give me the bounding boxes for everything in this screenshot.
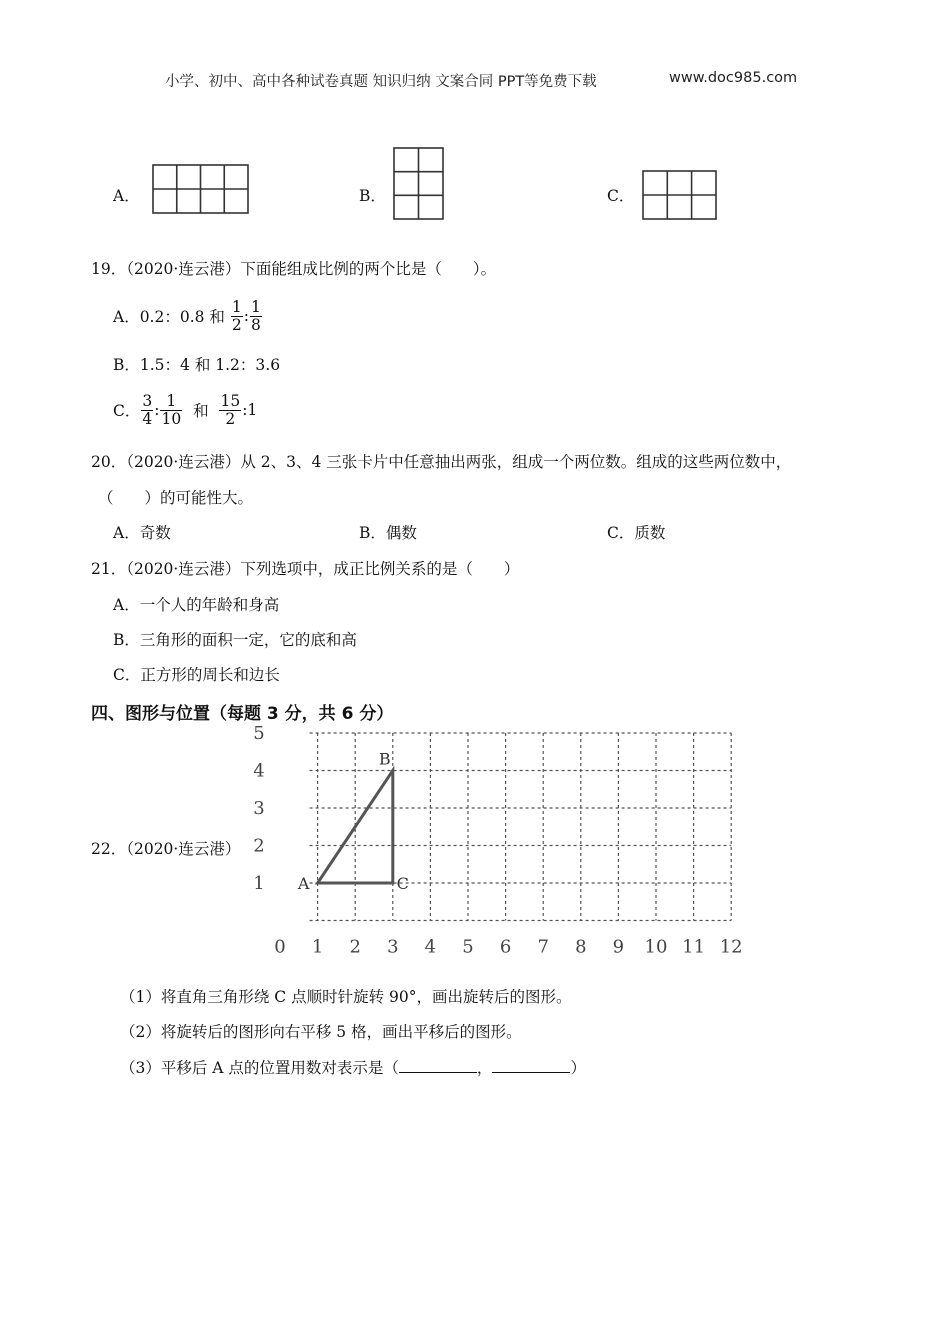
q22-label: 22．（2020·连云港）	[91, 840, 241, 858]
q21-option-c: C．正方形的周长和边长	[113, 666, 280, 684]
q22-sub-3-sep: ，	[476, 1059, 493, 1077]
x-tick-label: 6	[499, 936, 512, 958]
q20-option-b: B．偶数	[359, 524, 417, 542]
q19-c-tail: 1	[247, 401, 258, 419]
header-url[interactable]: www.doc985.com	[669, 70, 798, 86]
point-label-c: C	[396, 874, 409, 893]
q19-stem: 19．（2020·连云港）下面能组成比例的两个比是（ ）。	[91, 260, 497, 278]
x-tick-label: 7	[537, 936, 549, 958]
q19-a-f1-num: 1	[231, 298, 242, 317]
q21-option-a: A．一个人的年龄和身高	[113, 596, 280, 614]
q19-c-colon-1: :	[154, 401, 160, 419]
point-label-a: A	[297, 874, 310, 893]
q22-sub-3-suffix: ）	[570, 1059, 586, 1077]
y-tick-label: 4	[253, 760, 265, 782]
x-tick-label: 12	[719, 936, 743, 958]
q18-option-a-figure	[152, 164, 250, 216]
q20-option-a: A．奇数	[113, 524, 171, 542]
q22-sub-1: （1）将直角三角形绕 C 点顺时针旋转 90°，画出旋转后的图形。	[120, 988, 572, 1006]
q18-option-c-label: C．	[607, 187, 635, 205]
q19-c-f1-den: 4	[142, 409, 153, 428]
header-left: 小学、初中、高中各种试卷真题 知识归纳 文案合同 PPT等免费下载	[165, 74, 597, 90]
q18-option-a-label: A．	[113, 187, 140, 205]
q19-c-f3-den: 2	[225, 409, 236, 428]
q18-option-b-label: B．	[359, 187, 386, 205]
q19-a-f2-num: 1	[250, 298, 261, 317]
x-tick-label: 4	[424, 936, 437, 958]
q19-c-and: 和	[193, 402, 209, 420]
q19-option-a	[113, 294, 263, 338]
x-tick-labels	[274, 937, 742, 958]
y-tick-labels	[253, 723, 264, 894]
x-tick-label: 11	[682, 936, 706, 958]
grid-lines	[310, 733, 732, 921]
q18-option-c-figure	[642, 170, 718, 222]
q19-option-c	[113, 388, 257, 432]
y-tick-label: 3	[253, 798, 265, 819]
q19-a-f2-den: 8	[250, 315, 261, 334]
q22-sub-3-text: （3）平移后 A 点的位置用数对表示是（	[120, 1059, 399, 1077]
q21-option-b: B．三角形的面积一定，它的底和高	[113, 631, 357, 649]
x-tick-label: 2	[349, 936, 361, 958]
y-tick-label: 5	[253, 723, 265, 744]
q20-option-c: C．质数	[607, 524, 666, 542]
q19-c-colon-2: :	[242, 401, 248, 419]
q22-sub-3	[120, 1056, 586, 1078]
q19-c-f1-num: 3	[142, 392, 153, 411]
section-4-title: 四、图形与位置（每题 3 分，共 6 分）	[91, 704, 394, 724]
q19-a-fraction-1	[231, 299, 243, 333]
x-tick-label: 1	[311, 936, 324, 958]
x-tick-label: 3	[387, 936, 399, 958]
q19-option-b: B．1.5：4 和 1.2：3.6	[113, 356, 281, 374]
q19-option-a-text: A．0.2：0.8 和	[113, 308, 225, 326]
q19-a-f1-den: 2	[231, 315, 242, 334]
q19-c-f3-num: 15	[220, 392, 241, 411]
x-tick-label: 5	[462, 936, 474, 958]
q19-c-f2-num: 1	[160, 393, 182, 410]
q19-c-fraction-2	[160, 393, 182, 427]
point-label-b: B	[378, 749, 391, 769]
answer-blank-y[interactable]	[492, 1058, 570, 1073]
q19-option-c-label: C．	[113, 402, 141, 420]
x-tick-label: 9	[612, 936, 625, 958]
x-tick-label: 8	[575, 936, 587, 958]
q19-c-f2-den: 10	[161, 409, 182, 428]
q19-a-fraction-2	[250, 299, 262, 333]
y-tick-label: 2	[253, 835, 265, 857]
q20-stem-line-1: 20．（2020·连云港）从 2、3、4 三张卡片中任意抽出两张，组成一个两位数。组成的这些两位数中，	[91, 453, 792, 471]
q19-c-fraction-3	[219, 393, 241, 427]
q21-stem: 21．（2020·连云港）下列选项中，成正比例关系的是（ ）	[91, 560, 520, 578]
q20-stem-line-2: （ ）的可能性大。	[98, 489, 254, 507]
q19-a-colon: :	[243, 307, 249, 325]
x-tick-label: 10	[644, 936, 668, 958]
q18-option-b-figure	[393, 147, 445, 221]
x-tick-label: 0	[274, 936, 286, 958]
answer-blank-x[interactable]	[399, 1058, 477, 1073]
q19-c-fraction-1	[141, 393, 153, 427]
q22-grid-figure	[250, 720, 770, 965]
y-tick-label: 1	[253, 873, 265, 894]
q22-sub-2: （2）将旋转后的图形向右平移 5 格，画出平移后的图形。	[120, 1023, 522, 1041]
